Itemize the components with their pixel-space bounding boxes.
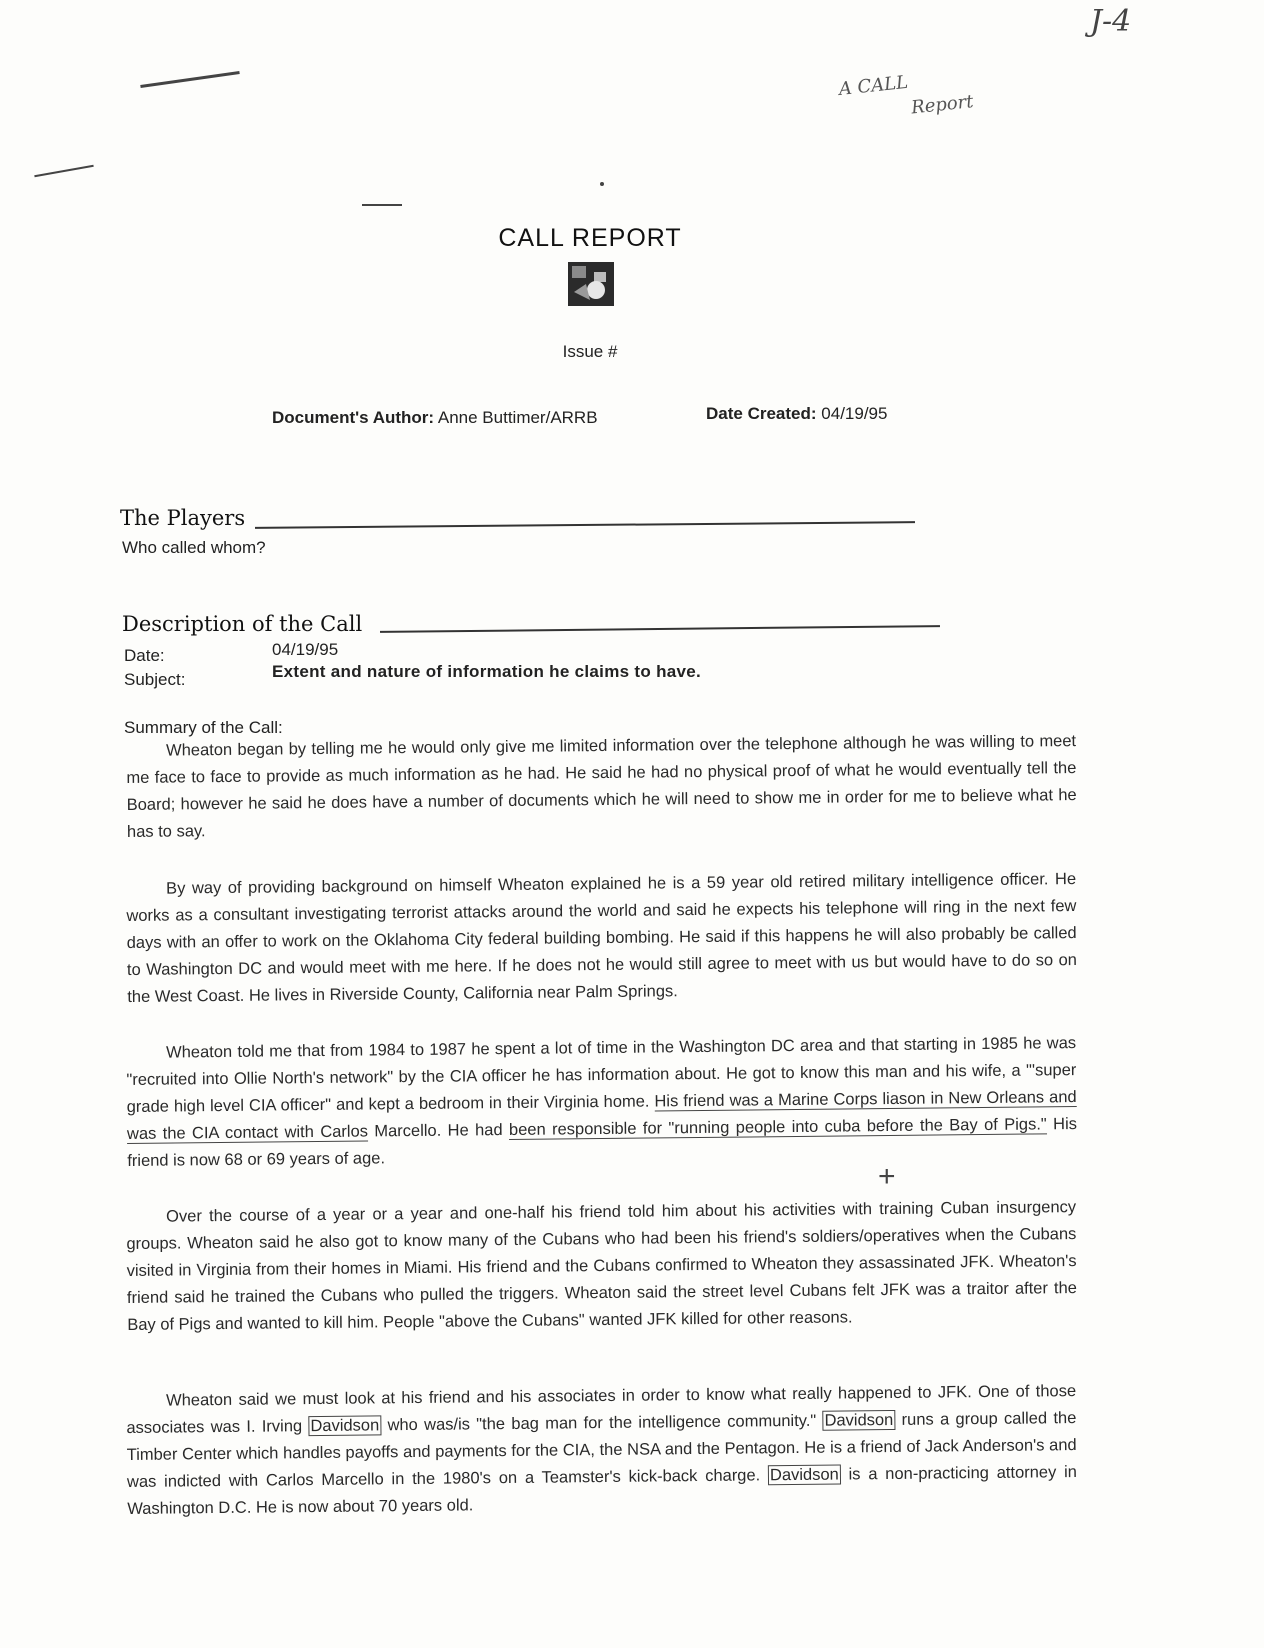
handwritten-note-line: Report (910, 91, 975, 119)
cross-mark: + (878, 1160, 896, 1193)
summary-label: Summary of the Call: (124, 718, 283, 737)
created-value: 04/19/95 (821, 404, 888, 423)
text-run: Wheaton told me that from 1984 to 1987 he spent a lot of time in the Washington DC area and that starting in 1985 he was "recruited into Ollie North's network" by the CIA officer he has information about. He got to know this man and his wife, a "'super grade high level CIA officer" and kept a bedroom in their Virginia home. (126, 1034, 1077, 1116)
summary-paragraph (126, 1378, 1077, 1523)
summary-paragraph (126, 1194, 1077, 1339)
issue-number: Issue # (562, 342, 618, 361)
boxed-name: Davidson (308, 1415, 381, 1436)
paragraph-text: By way of providing background on himself Wheaton explained he is a 59 year old retired military intelligence officer. He works as a consultant investigating terrorist attacks around the world and said he expects his telephone will ring in the next few days with an offer to work on the Oklahoma City federal building bombing. He said if this happens he will also probably be called to Washington DC and would meet with me here. If he does not he would still agree to meet with us but would have to do so on the West Coast. He lives in Riverside County, California near Palm Springs. (126, 870, 1078, 1006)
page-title: CALL REPORT (498, 224, 682, 252)
paragraph-text: Wheaton began by telling me he would only give me limited information over the telephone although he was willing to meet me face to face to provide as much information as he had. He said he had no physical proof of what he would eventually tell the Board; however he said he does have a number of documents which he will need to show me in order for me to believe what he has to say. (126, 732, 1077, 841)
paragraph-text: Over the course of a year or a year and one-half his friend told him about his activities with training Cuban insurgency groups. Wheaton said he also got to know many of the Cubans who had been his friend's soldiers/operatives when the Cubans visited in Virginia from their homes in Miami. His friend and the Cubans confirmed to Wheaton they assassinated JFK. Wheaton's friend said he trained the Cubans who pulled the triggers. Wheaton said the street level Cubans felt JFK was a traitor after the Bay of Pigs and wanted to kill him. People "above the Cubans" wanted JFK killed for other reasons. (126, 1198, 1078, 1334)
scan-mark (34, 165, 93, 177)
players-question: Who called whom? (122, 538, 266, 557)
scan-mark (600, 182, 604, 186)
text-run: who was/is "the bag man for the intelligence community." (381, 1411, 823, 1435)
logo-icon (568, 262, 614, 306)
boxed-name: Davidson (768, 1465, 841, 1486)
text-run: His friend is now 68 or 69 years of age. (127, 1115, 1078, 1170)
text-run: Marcello. He had (367, 1120, 510, 1141)
handwritten-note-line: A CALL (837, 71, 910, 100)
author-value: Anne Buttimer/ARRB (437, 408, 598, 427)
date-value: 04/19/95 (272, 640, 339, 659)
players-heading: The Players (120, 506, 246, 530)
summary-paragraph (126, 1030, 1077, 1175)
paragraph-text (126, 1378, 1077, 1523)
text-run: is a non-practicing attorney in Washington D.C. He is now about 70 years old. (127, 1463, 1078, 1518)
text-run: Wheaton said we must look at his friend and his associates in order to know what really happened to JFK. One of those associates was I. Irving (126, 1382, 1077, 1437)
handwritten-note (838, 63, 975, 129)
corner-mark: J-4 (1090, 4, 1132, 39)
summary-paragraph (126, 866, 1077, 1011)
subject-label: Subject: (124, 670, 186, 689)
summary-paragraph (126, 728, 1077, 846)
underlined-text: His friend was a Marine Corps liason in New Orleans and was the CIA contact with Carlos (126, 1088, 1077, 1143)
created-label: Date Created: (706, 404, 817, 423)
scan-mark (140, 71, 239, 88)
players-rule (255, 521, 915, 529)
subject-value: Extent and nature of information he claims to have. (272, 662, 702, 681)
scan-mark (362, 204, 402, 206)
underlined-text: been responsible for "running people into cuba before the Bay of Pigs." (508, 1115, 1047, 1139)
paragraph-text (126, 1030, 1077, 1175)
date-created (706, 404, 887, 424)
document-author (272, 408, 598, 428)
text-run: runs a group called the Timber Center which handles payoffs and payments for the CIA, the NSA and the Pentagon. He is a friend of Jack Anderson's and was indicted with Carlos Marcello in the 1980's on a Teamster's kick-back charge. (126, 1409, 1077, 1491)
author-label: Document's Author: (272, 408, 435, 427)
description-rule (380, 625, 940, 633)
boxed-name: Davidson (822, 1410, 895, 1431)
description-heading: Description of the Call (122, 612, 363, 636)
date-label: Date: (124, 646, 165, 665)
